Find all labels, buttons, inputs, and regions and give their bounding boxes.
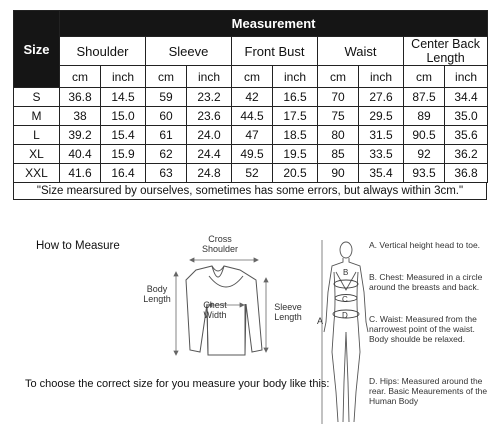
value-cell: 31.5 [359,126,404,145]
value-cell: 63 [146,164,187,183]
unit-cell: inch [101,66,146,88]
size-cell: XL [14,145,60,164]
table-row [14,145,488,164]
value-cell: 36.8 [60,88,101,107]
size-cell: S [14,88,60,107]
table-row [14,88,488,107]
legend-c: C. Waist: Measured from the narrowest point of the waist. Body shoulde be relaxed. [369,314,477,344]
body-length-arrow [174,272,178,355]
table-row [14,164,488,183]
value-cell: 49.5 [232,145,273,164]
size-disclaimer: "Size mearsured by ourselves, sometimes has some errors, but always within 3cm." [13,183,487,200]
table-row [14,107,488,126]
cross-shoulder-label: Cross Shoulder [201,234,239,254]
value-cell: 20.5 [273,164,318,183]
measure-instruction: To choose the correct size for you measure your body like this: [25,378,330,390]
value-cell: 80 [318,126,359,145]
value-cell: 14.5 [101,88,146,107]
value-cell: 35.4 [359,164,404,183]
value-cell: 89 [404,107,445,126]
measurement-header: Measurement [60,11,488,37]
measure-guide [0,232,500,429]
value-cell: 59 [146,88,187,107]
value-cell: 90.5 [404,126,445,145]
value-cell: 36.8 [445,164,488,183]
waist-header: Waist [318,37,404,66]
value-cell: 24.0 [187,126,232,145]
size-table [13,10,488,183]
value-cell: 40.4 [60,145,101,164]
value-cell: 36.2 [445,145,488,164]
value-cell: 33.5 [359,145,404,164]
value-cell: 23.6 [187,107,232,126]
unit-row [14,66,488,88]
value-cell: 23.2 [187,88,232,107]
value-cell: 17.5 [273,107,318,126]
value-cell: 93.5 [404,164,445,183]
sleeve-header: Sleeve [146,37,232,66]
unit-cell: cm [232,66,273,88]
value-cell: 90 [318,164,359,183]
front-bust-header: Front Bust [232,37,318,66]
center-back-length-header: Center Back Length [404,37,488,66]
value-cell: 15.0 [101,107,146,126]
value-cell: 42 [232,88,273,107]
unit-cell: inch [359,66,404,88]
sleeve-length-arrow [264,278,268,352]
value-cell: 61 [146,126,187,145]
value-cell: 29.5 [359,107,404,126]
value-cell: 24.8 [187,164,232,183]
body-length-label: Body Length [143,284,171,304]
size-cell: M [14,107,60,126]
value-cell: 27.6 [359,88,404,107]
table-row [14,126,488,145]
legend-d: D. Hips: Measured around the rear. Basic Meaurements of the Human Body [369,376,488,406]
size-header: Size [14,11,60,88]
value-cell: 34.4 [445,88,488,107]
value-cell: 38 [60,107,101,126]
value-cell: 85 [318,145,359,164]
value-cell: 16.4 [101,164,146,183]
value-cell: 15.9 [101,145,146,164]
value-cell: 52 [232,164,273,183]
size-cell: L [14,126,60,145]
value-cell: 18.5 [273,126,318,145]
value-cell: 75 [318,107,359,126]
value-cell: 62 [146,145,187,164]
value-cell: 41.6 [60,164,101,183]
legend-a: A. Vertical height head to toe. [369,240,481,250]
value-cell: 47 [232,126,273,145]
shoulder-header: Shoulder [60,37,146,66]
size-chart [13,10,487,200]
legend-b: B. Chest: Measured in a circle around the breasts and back. [369,272,483,292]
value-cell: 24.4 [187,145,232,164]
value-cell: 35.6 [445,126,488,145]
size-cell: XXL [14,164,60,183]
value-cell: 87.5 [404,88,445,107]
value-cell: 39.2 [60,126,101,145]
unit-cell: cm [404,66,445,88]
cross-shoulder-arrow [190,258,258,262]
value-cell: 35.0 [445,107,488,126]
unit-cell: cm [60,66,101,88]
group-header-row [14,37,488,66]
value-cell: 16.5 [273,88,318,107]
value-cell: 92 [404,145,445,164]
letter-b: B [343,268,349,277]
value-cell: 15.4 [101,126,146,145]
unit-cell: inch [445,66,488,88]
value-cell: 19.5 [273,145,318,164]
letter-a: A [317,316,324,326]
unit-cell: inch [273,66,318,88]
unit-cell: inch [187,66,232,88]
sleeve-length-label: Sleeve Length [274,302,302,322]
value-cell: 44.5 [232,107,273,126]
letter-c: C [342,295,348,304]
unit-cell: cm [146,66,187,88]
value-cell: 60 [146,107,187,126]
chest-width-label: Chest Width [203,300,227,320]
how-to-measure-title: How to Measure [36,240,120,252]
letter-d: D [342,311,348,320]
value-cell: 70 [318,88,359,107]
unit-cell: cm [318,66,359,88]
